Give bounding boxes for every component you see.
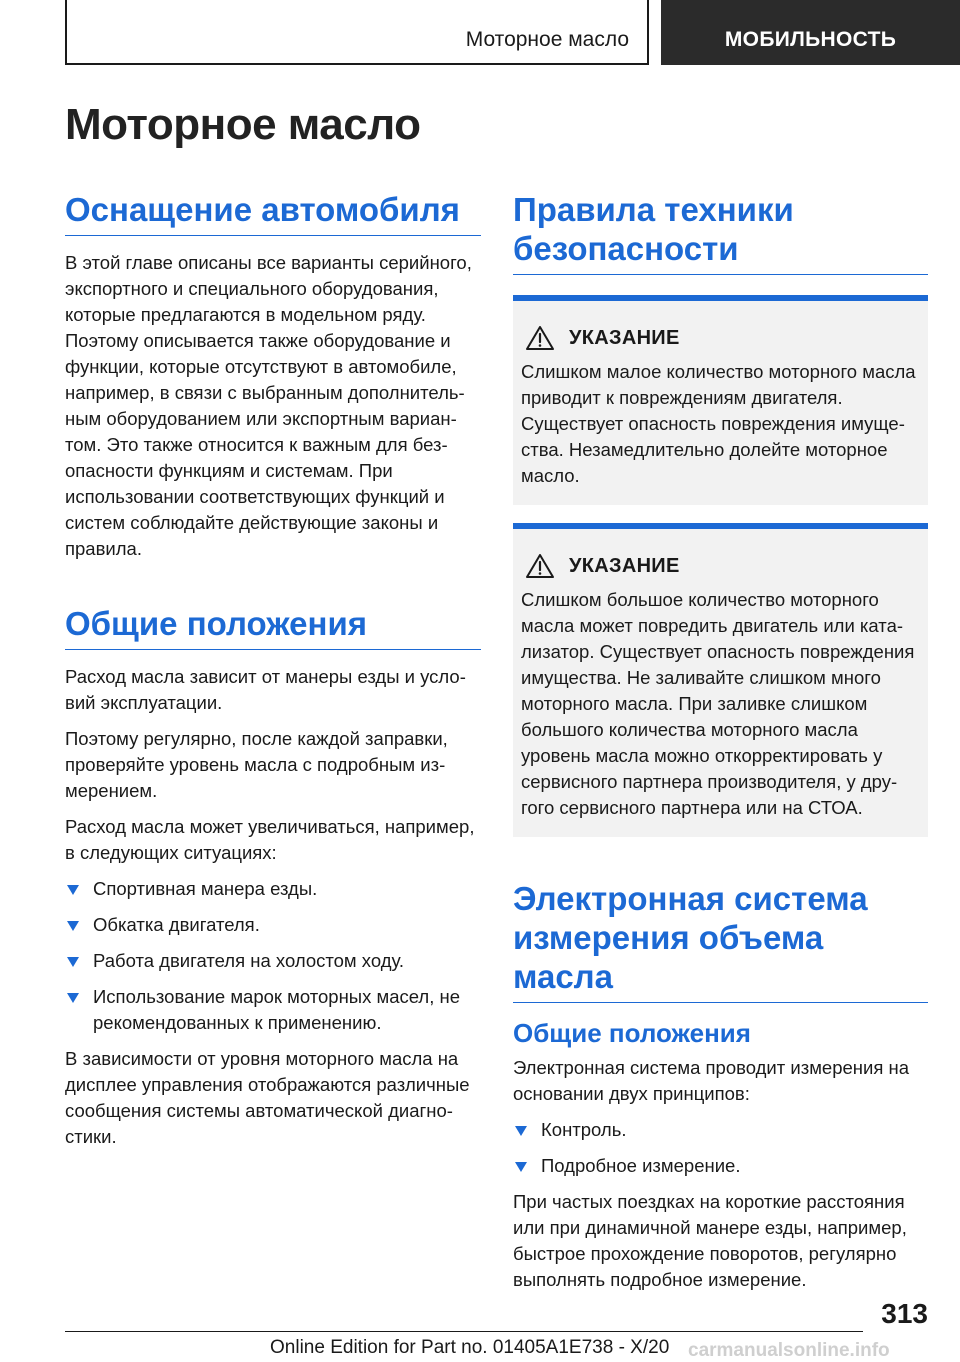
warning-triangle-icon xyxy=(525,325,555,351)
bullet-triangle-icon xyxy=(67,885,79,895)
bullet-triangle-icon xyxy=(67,993,79,1003)
page-title: Моторное масло xyxy=(65,100,421,149)
warning-text: Слишком большое количество моторного масла может повредить двигатель или катализатор. Существует опасность повреждения имущества. Не заливайте слишком много моторного масла. При заливке слишком большого количества моторного масла уровень масла можно откорректировать у сервисного партнера производителя, у другого сервисного партнера или на СТОА. xyxy=(521,589,915,818)
general-paragraph-3: Расход масла может увеличиваться, например, в следующих ситуациях: xyxy=(65,816,475,863)
equipment-text: В этой главе описаны все варианты серийного, экспортного и специального оборудования, которые предлагаются в модельном ряду. Поэтому описывается также оборудование и функции, которые отсутствуют в автомобиле, например, в связи с выбранным дополнительным оборудованием или экспортным вариантом. Это также относится к важным для безопасности функциям и системам. При использовании соответствующих функций и систем соблюдайте действующие законы и правила. xyxy=(65,252,472,559)
list-item: Работа двигателя на холостом ходу. xyxy=(65,948,481,974)
header-chapter-title: МОБИЛЬНОСТЬ xyxy=(724,28,897,51)
warning-title: УКАЗАНИЕ xyxy=(569,554,680,577)
general-paragraph-2: Поэтому регулярно, после каждой заправки, проверяйте уровень масла с подробным измерением. xyxy=(65,728,448,801)
consumption-list xyxy=(65,876,481,1036)
bullet-triangle-icon xyxy=(515,1126,527,1136)
heading-electronic: Электронная система измерения объема масла xyxy=(513,879,928,1003)
footer-divider xyxy=(65,1331,863,1332)
electronic-paragraph-2: При частых поездках на короткие расстояния или при динамичной манере езды, например, быстрое прохождение поворотов, регулярно выполнять подробное измерение. xyxy=(513,1191,907,1290)
list-item: Подробное измерение. xyxy=(513,1153,928,1179)
header-chapter-tab xyxy=(661,0,960,65)
bullet-triangle-icon xyxy=(67,957,79,967)
subheading-general: Общие положения xyxy=(513,1018,751,1048)
principles-list xyxy=(513,1117,928,1179)
heading-safety: Правила техники безопасности xyxy=(513,190,928,275)
left-column xyxy=(65,190,481,1160)
general-paragraph-1: Расход масла зависит от манеры езды и условий эксплуатации. xyxy=(65,666,466,713)
warning-text: Слишком малое количество моторного масла приводит к повреждениям двигателя. Существует опасность повреждения имущества. Незамедлительно долейте моторное масло. xyxy=(521,361,916,486)
electronic-paragraph-1: Электронная система проводит измерения на основании двух принципов: xyxy=(513,1057,909,1104)
list-item: Спортивная манера езды. xyxy=(65,876,481,902)
section-equipment xyxy=(65,190,481,562)
bullet-triangle-icon xyxy=(67,921,79,931)
section-electronic xyxy=(513,879,928,1293)
list-item: Обкатка двигателя. xyxy=(65,912,481,938)
list-item: Контроль. xyxy=(513,1117,928,1143)
warning-title: УКАЗАНИЕ xyxy=(569,326,680,349)
footer-watermark: carmanualsonline.info xyxy=(688,1340,890,1361)
heading-general: Общие положения xyxy=(65,604,481,650)
section-general xyxy=(65,604,481,1150)
section-safety xyxy=(513,190,928,837)
header-section-title: Моторное масло xyxy=(465,28,629,51)
general-paragraph-4: В зависимости от уровня моторного масла на дисплее управления отображаются различные сообщения системы автоматической диагностики. xyxy=(65,1048,470,1147)
bullet-triangle-icon xyxy=(515,1162,527,1172)
heading-equipment: Оснащение автомобиля xyxy=(65,190,481,236)
warning-box xyxy=(513,295,928,505)
warning-triangle-icon xyxy=(525,553,555,579)
footer-edition: Online Edition for Part no. 01405A1E738 - X/20 xyxy=(270,1337,670,1358)
header-section-frame xyxy=(65,0,649,65)
right-column xyxy=(513,190,928,1303)
list-item: Использование марок моторных масел, не рекомендованных к применению. xyxy=(65,984,481,1036)
warning-box xyxy=(513,523,928,837)
page-number: 313 xyxy=(881,1298,928,1329)
